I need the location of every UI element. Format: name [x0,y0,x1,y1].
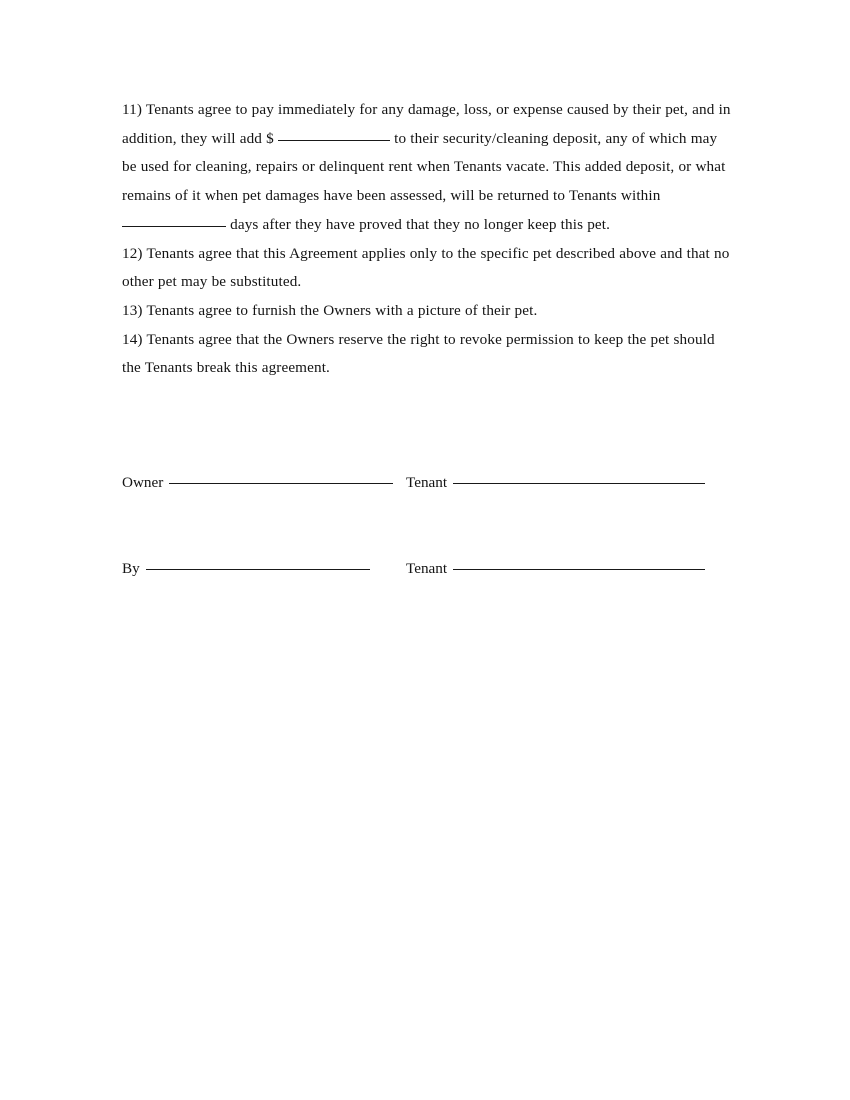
signature-row-inner [122,471,734,495]
clause-paragraph-12: 12) Tenants agree that this Agreement applies only to the specific pet described above and that no other pet may be substituted. [122,244,730,291]
clause-paragraph-13: 13) Tenants agree to furnish the Owners with a picture of their pet. [122,301,538,319]
signature-row-inner [122,557,734,581]
signature-label-tenant-2: Tenant [406,560,448,577]
signature-row-by-tenant [122,557,734,581]
signature-row-owner-tenant [122,471,734,495]
signature-field-tenant-1 [406,471,705,495]
deposit-amount-blank[interactable] [278,140,390,141]
clause-11-text-part-2: to their security/cleaning deposit, any of which may be used for cleaning, repairs or delinquent rent when Tenants vacate. This added deposit, or what remains of it when pet damages have been assessed, will be returned to Tenants within [122,129,726,205]
clause-11-text-part-3: days after they have proved that they no longer keep this pet. [226,215,611,233]
signature-line-by[interactable] [146,569,370,570]
clause-11-text-part-1: 11) Tenants agree to pay immediately for any damage, loss, or expense caused by their pet, and in addition, they will add $ [122,101,731,147]
signature-label-tenant-1: Tenant [406,474,448,491]
signature-line-owner[interactable] [169,483,393,484]
signature-field-by [122,557,406,581]
signature-line-tenant-1[interactable] [453,483,705,484]
document-body [122,96,734,383]
signature-field-owner [122,471,406,495]
clause-paragraph-11 [122,96,734,240]
signature-field-tenant-2 [406,557,705,581]
signature-label-by: By [122,560,140,577]
signature-label-owner: Owner [122,474,164,491]
signature-line-tenant-2[interactable] [453,569,705,570]
clause-paragraph-14: 14) Tenants agree that the Owners reserve the right to revoke permission to keep the pet should the Tenants break this agreement. [122,330,715,377]
return-days-blank[interactable] [122,226,226,227]
